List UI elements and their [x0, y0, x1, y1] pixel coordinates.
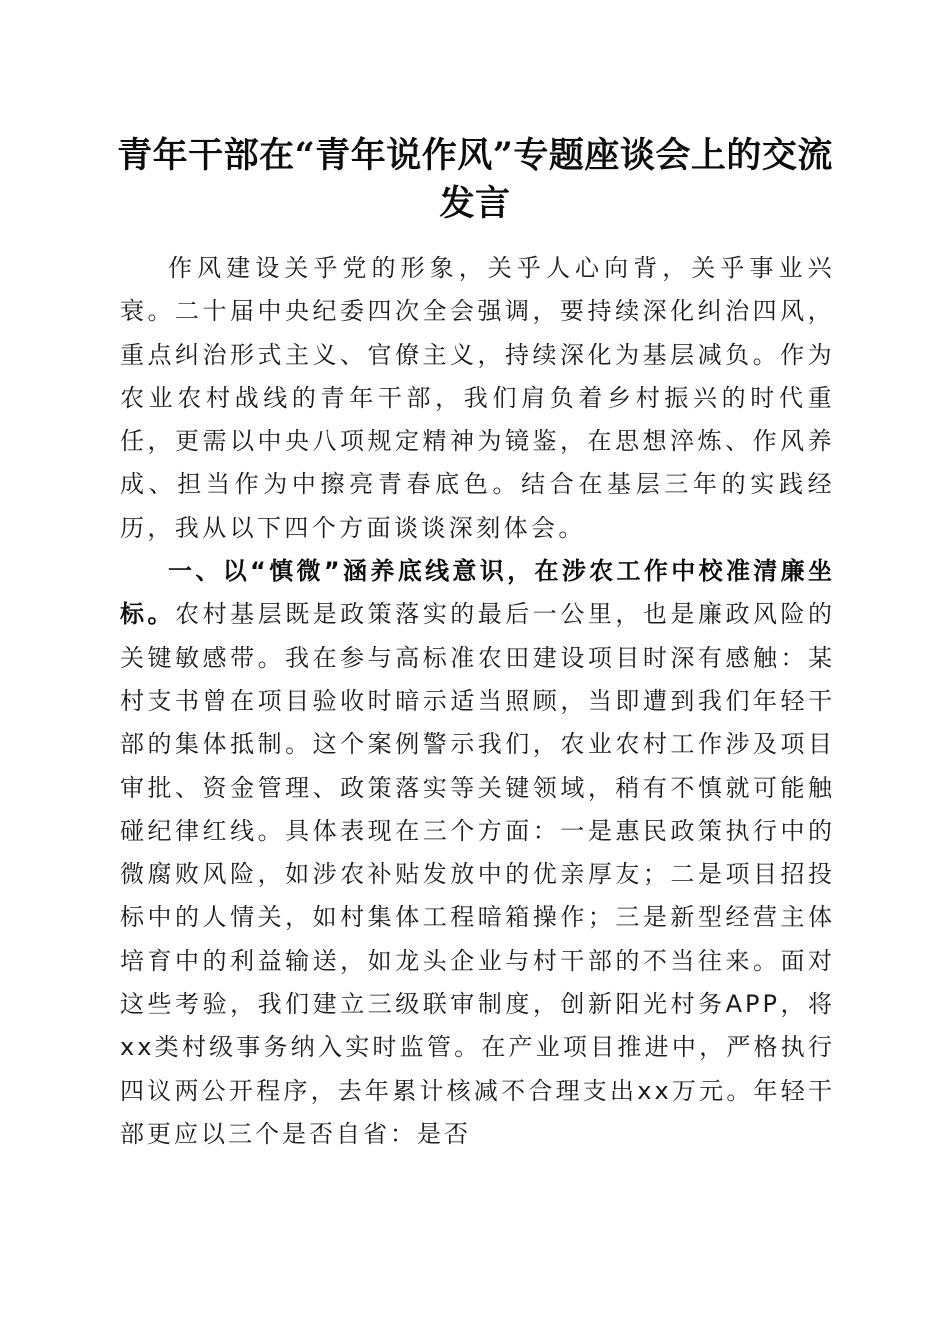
document-body: [120, 247, 835, 1156]
intro-paragraph-text: 作风建设关乎党的形象，关乎人心向背，关乎事业兴衰。二十届中央纪委四次全会强调，要持续深化纠治四风，重点纠治形式主义、官僚主义，持续深化为基层减负。作为农业农村战线的青年干部，我们肩负着乡村振兴的时代重任，更需以中央八项规定精神为镜鉴，在思想淬炼、作风养成、担当作为中擦亮青春底色。结合在基层三年的实践经历，我从以下四个方面谈谈深刻体会。: [120, 254, 835, 542]
section-one-heading: 一、以“慎微”涵养底线意识，在涉农工作中校准清廉坐标。: [120, 557, 835, 629]
intro-paragraph: [120, 247, 835, 550]
document-title: 青年干部在“青年说作风”专题座谈会上的交流发言: [117, 135, 833, 224]
section-one-text: 农村基层既是政策落实的最后一公里，也是廉政风险的关键敏感带。我在参与高标准农田建设项目时深有感触：某村支书曾在项目验收时暗示适当照顾，当即遭到我们年轻干部的集体抵制。这个案例警示我们，农业农村工作涉及项目审批、资金管理、政策落实等关键领域，稍有不慎就可能触碰纪律红线。具体表现在三个方面：一是惠民政策执行中的微腐败风险，如涉农补贴发放中的优亲厚友；二是项目招投标中的人情关，如村集体工程暗箱操作；三是新型经营主体培育中的利益输送，如龙头企业与村干部的不当往来。面对这些考验，我们建立三级联审制度，创新阳光村务APP，将xx类村级事务纳入实时监管。在产业项目推进中，严格执行四议两公开程序，去年累计核减不合理支出xx万元。年轻干部更应以三个是否自省：是否: [120, 600, 836, 1148]
section-one-paragraph: [120, 550, 835, 1156]
